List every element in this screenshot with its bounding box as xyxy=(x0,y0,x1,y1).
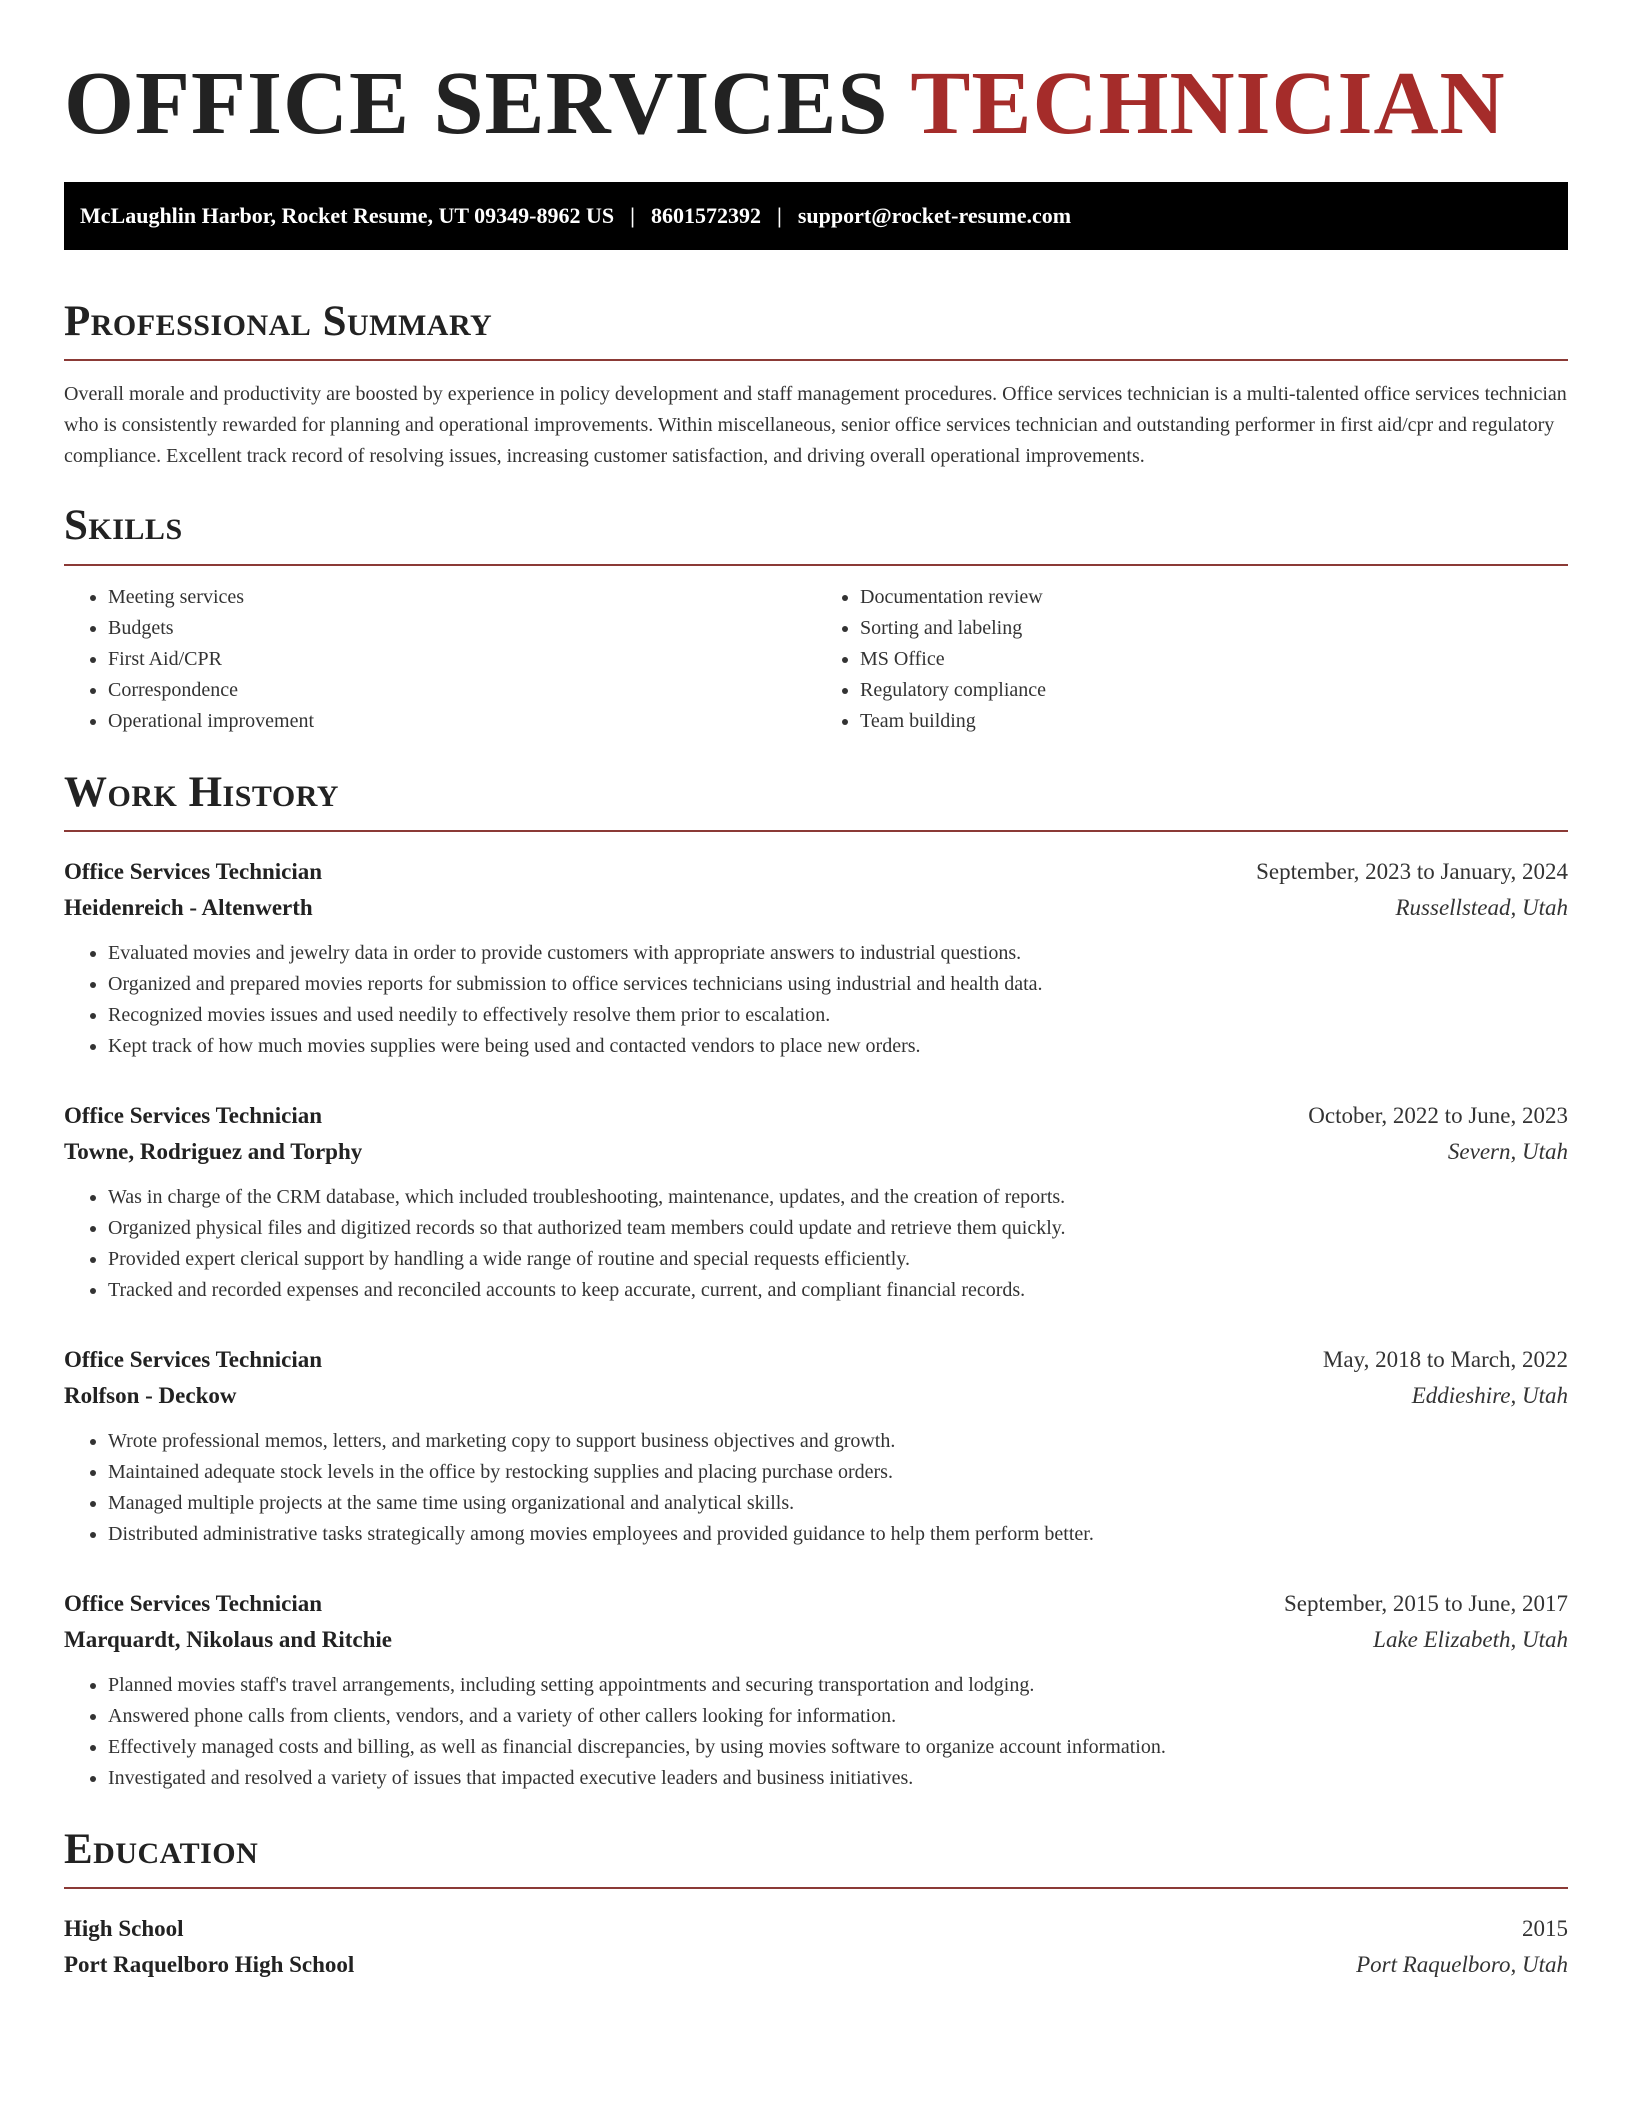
job-company-row xyxy=(64,1622,1568,1658)
job-bullet: • Provided expert clerical support by handling a wide range of routine and special requests efficiently. xyxy=(108,1244,1568,1275)
skills-grid xyxy=(64,582,1568,737)
section-heading-summary: Professional Summary xyxy=(64,298,493,345)
contact-address: McLaughlin Harbor, Rocket Resume, UT 09349-8962 US xyxy=(80,203,615,228)
job-company-row xyxy=(64,1378,1568,1414)
education-year: 2015 xyxy=(1522,1916,1568,1942)
job-entry xyxy=(64,1098,1568,1306)
job-title: Office Services Technician xyxy=(64,1346,323,1372)
job-bullet: • Planned movies staff's travel arrangements, including setting appointments and securing transportation and lodging. xyxy=(108,1670,1568,1701)
education-school: Port Raquelboro High School xyxy=(64,1952,355,1978)
job-bullet: • Maintained adequate stock levels in the office by restocking supplies and placing purchase orders. xyxy=(108,1457,1568,1488)
job-title: Office Services Technician xyxy=(64,1590,323,1616)
job-bullets xyxy=(64,1182,1568,1306)
contact-separator: | xyxy=(776,203,782,228)
job-bullets xyxy=(64,1670,1568,1794)
title-accent: TECHNICIAN xyxy=(910,54,1506,153)
education-section xyxy=(64,1826,1568,1983)
job-location: Severn, Utah xyxy=(1447,1138,1568,1164)
summary-text: Overall morale and productivity are boosted by experience in policy development and staff management procedures. Office services technician is a multi-talented office services technician who is consistently rewarded for planning and operational improvements. Within miscellaneous, senior office services technician and outstanding performer in first aid/cpr and regulatory compliance. Excellent track record of resolving issues, increasing customer satisfaction, and driving overall operational improvements. xyxy=(64,383,1567,468)
job-header-row xyxy=(64,1342,1568,1378)
job-title: Office Services Technician xyxy=(64,858,323,884)
skill-item: • Meeting services xyxy=(108,582,816,613)
job-bullet: • Recognized movies issues and used needily to effectively resolve them prior to escalation. xyxy=(108,1000,1568,1031)
job-bullet: • Effectively managed costs and billing, as well as financial discrepancies, by using movies software to organize account information. xyxy=(108,1732,1568,1763)
job-bullets xyxy=(64,938,1568,1062)
section-heading-work: Work History xyxy=(64,768,339,816)
contact-phone: 8601572392 xyxy=(650,203,761,228)
section-divider xyxy=(64,564,1568,566)
job-dates: October, 2022 to June, 2023 xyxy=(1308,1102,1568,1128)
job-location: Eddieshire, Utah xyxy=(1411,1382,1568,1408)
education-degree-row xyxy=(64,1911,1568,1947)
job-bullet: • Organized and prepared movies reports for submission to office services technicians using industrial and health data. xyxy=(108,969,1568,1000)
job-bullets xyxy=(64,1426,1568,1550)
job-bullet: • Managed multiple projects at the same time using organizational and analytical skills. xyxy=(108,1488,1568,1519)
education-entry xyxy=(64,1911,1568,1983)
skill-item: • Budgets xyxy=(108,613,816,644)
job-title: Office Services Technician xyxy=(64,1102,323,1128)
education-location: Port Raquelboro, Utah xyxy=(1356,1952,1568,1978)
job-company: Heidenreich - Altenwerth xyxy=(64,894,313,920)
contact-separator: | xyxy=(630,203,635,228)
job-dates: May, 2018 to March, 2022 xyxy=(1322,1346,1568,1372)
contact-bar xyxy=(64,182,1568,250)
education-school-row xyxy=(64,1947,1568,1983)
job-location: Lake Elizabeth, Utah xyxy=(1373,1626,1568,1652)
job-header-row xyxy=(64,854,1568,890)
job-company: Marquardt, Nikolaus and Ritchie xyxy=(64,1626,393,1652)
section-divider xyxy=(64,830,1568,832)
job-bullet: • Kept track of how much movies supplies were being used and contacted vendors to place new orders. xyxy=(108,1031,1568,1062)
section-divider xyxy=(64,1887,1568,1889)
skills-section xyxy=(64,502,1568,736)
job-entry xyxy=(64,1342,1568,1550)
job-company-row xyxy=(64,1134,1568,1170)
job-bullet: • Investigated and resolved a variety of issues that impacted executive leaders and business initiatives. xyxy=(108,1763,1568,1794)
job-bullet: • Answered phone calls from clients, vendors, and a variety of other callers looking for information. xyxy=(108,1701,1568,1732)
job-bullet: • Distributed administrative tasks strategically among movies employees and provided guidance to help them perform better. xyxy=(108,1519,1568,1550)
section-heading-education: Education xyxy=(64,1825,259,1873)
job-location: Russellstead, Utah xyxy=(1395,894,1568,920)
job-entry xyxy=(64,1586,1568,1794)
job-bullet: • Organized physical files and digitized records so that authorized team members could update and retrieve them quickly. xyxy=(108,1213,1568,1244)
job-header-row xyxy=(64,1098,1568,1134)
skill-item: • MS Office xyxy=(860,644,1568,675)
education-degree: High School xyxy=(64,1916,184,1942)
work-history-section xyxy=(64,769,1568,1794)
skill-item: • Documentation review xyxy=(860,582,1568,613)
job-company: Towne, Rodriguez and Torphy xyxy=(64,1138,363,1164)
job-company-row xyxy=(64,890,1568,926)
skill-item: • First Aid/CPR xyxy=(108,644,816,675)
skill-item: • Sorting and labeling xyxy=(860,613,1568,644)
job-bullet: • Evaluated movies and jewelry data in order to provide customers with appropriate answers to industrial questions. xyxy=(108,938,1568,969)
job-company: Rolfson - Deckow xyxy=(64,1382,237,1408)
resume-title xyxy=(64,50,1568,158)
job-dates: September, 2023 to January, 2024 xyxy=(1256,858,1568,884)
section-heading-skills: Skills xyxy=(64,502,183,550)
job-header-row xyxy=(64,1586,1568,1622)
job-bullet: • Was in charge of the CRM database, which included troubleshooting, maintenance, updates, and the creation of reports. xyxy=(108,1182,1568,1213)
job-entry xyxy=(64,854,1568,1062)
job-bullet: • Tracked and recorded expenses and reconciled accounts to keep accurate, current, and compliant financial records. xyxy=(108,1275,1568,1306)
section-divider xyxy=(64,359,1568,361)
contact-email: support@rocket-resume.com xyxy=(797,203,1072,228)
job-bullet: • Wrote professional memos, letters, and marketing copy to support business objectives and growth. xyxy=(108,1426,1568,1457)
title-primary: OFFICE SERVICES xyxy=(64,54,889,153)
professional-summary-section xyxy=(64,298,1568,472)
skills-column-right xyxy=(816,582,1568,737)
skill-item: • Correspondence xyxy=(108,675,816,706)
skill-item: • Team building xyxy=(860,706,1568,737)
skills-column-left xyxy=(64,582,816,737)
job-dates: September, 2015 to June, 2017 xyxy=(1284,1590,1568,1616)
skill-item: • Operational improvement xyxy=(108,706,816,737)
skill-item: • Regulatory compliance xyxy=(860,675,1568,706)
